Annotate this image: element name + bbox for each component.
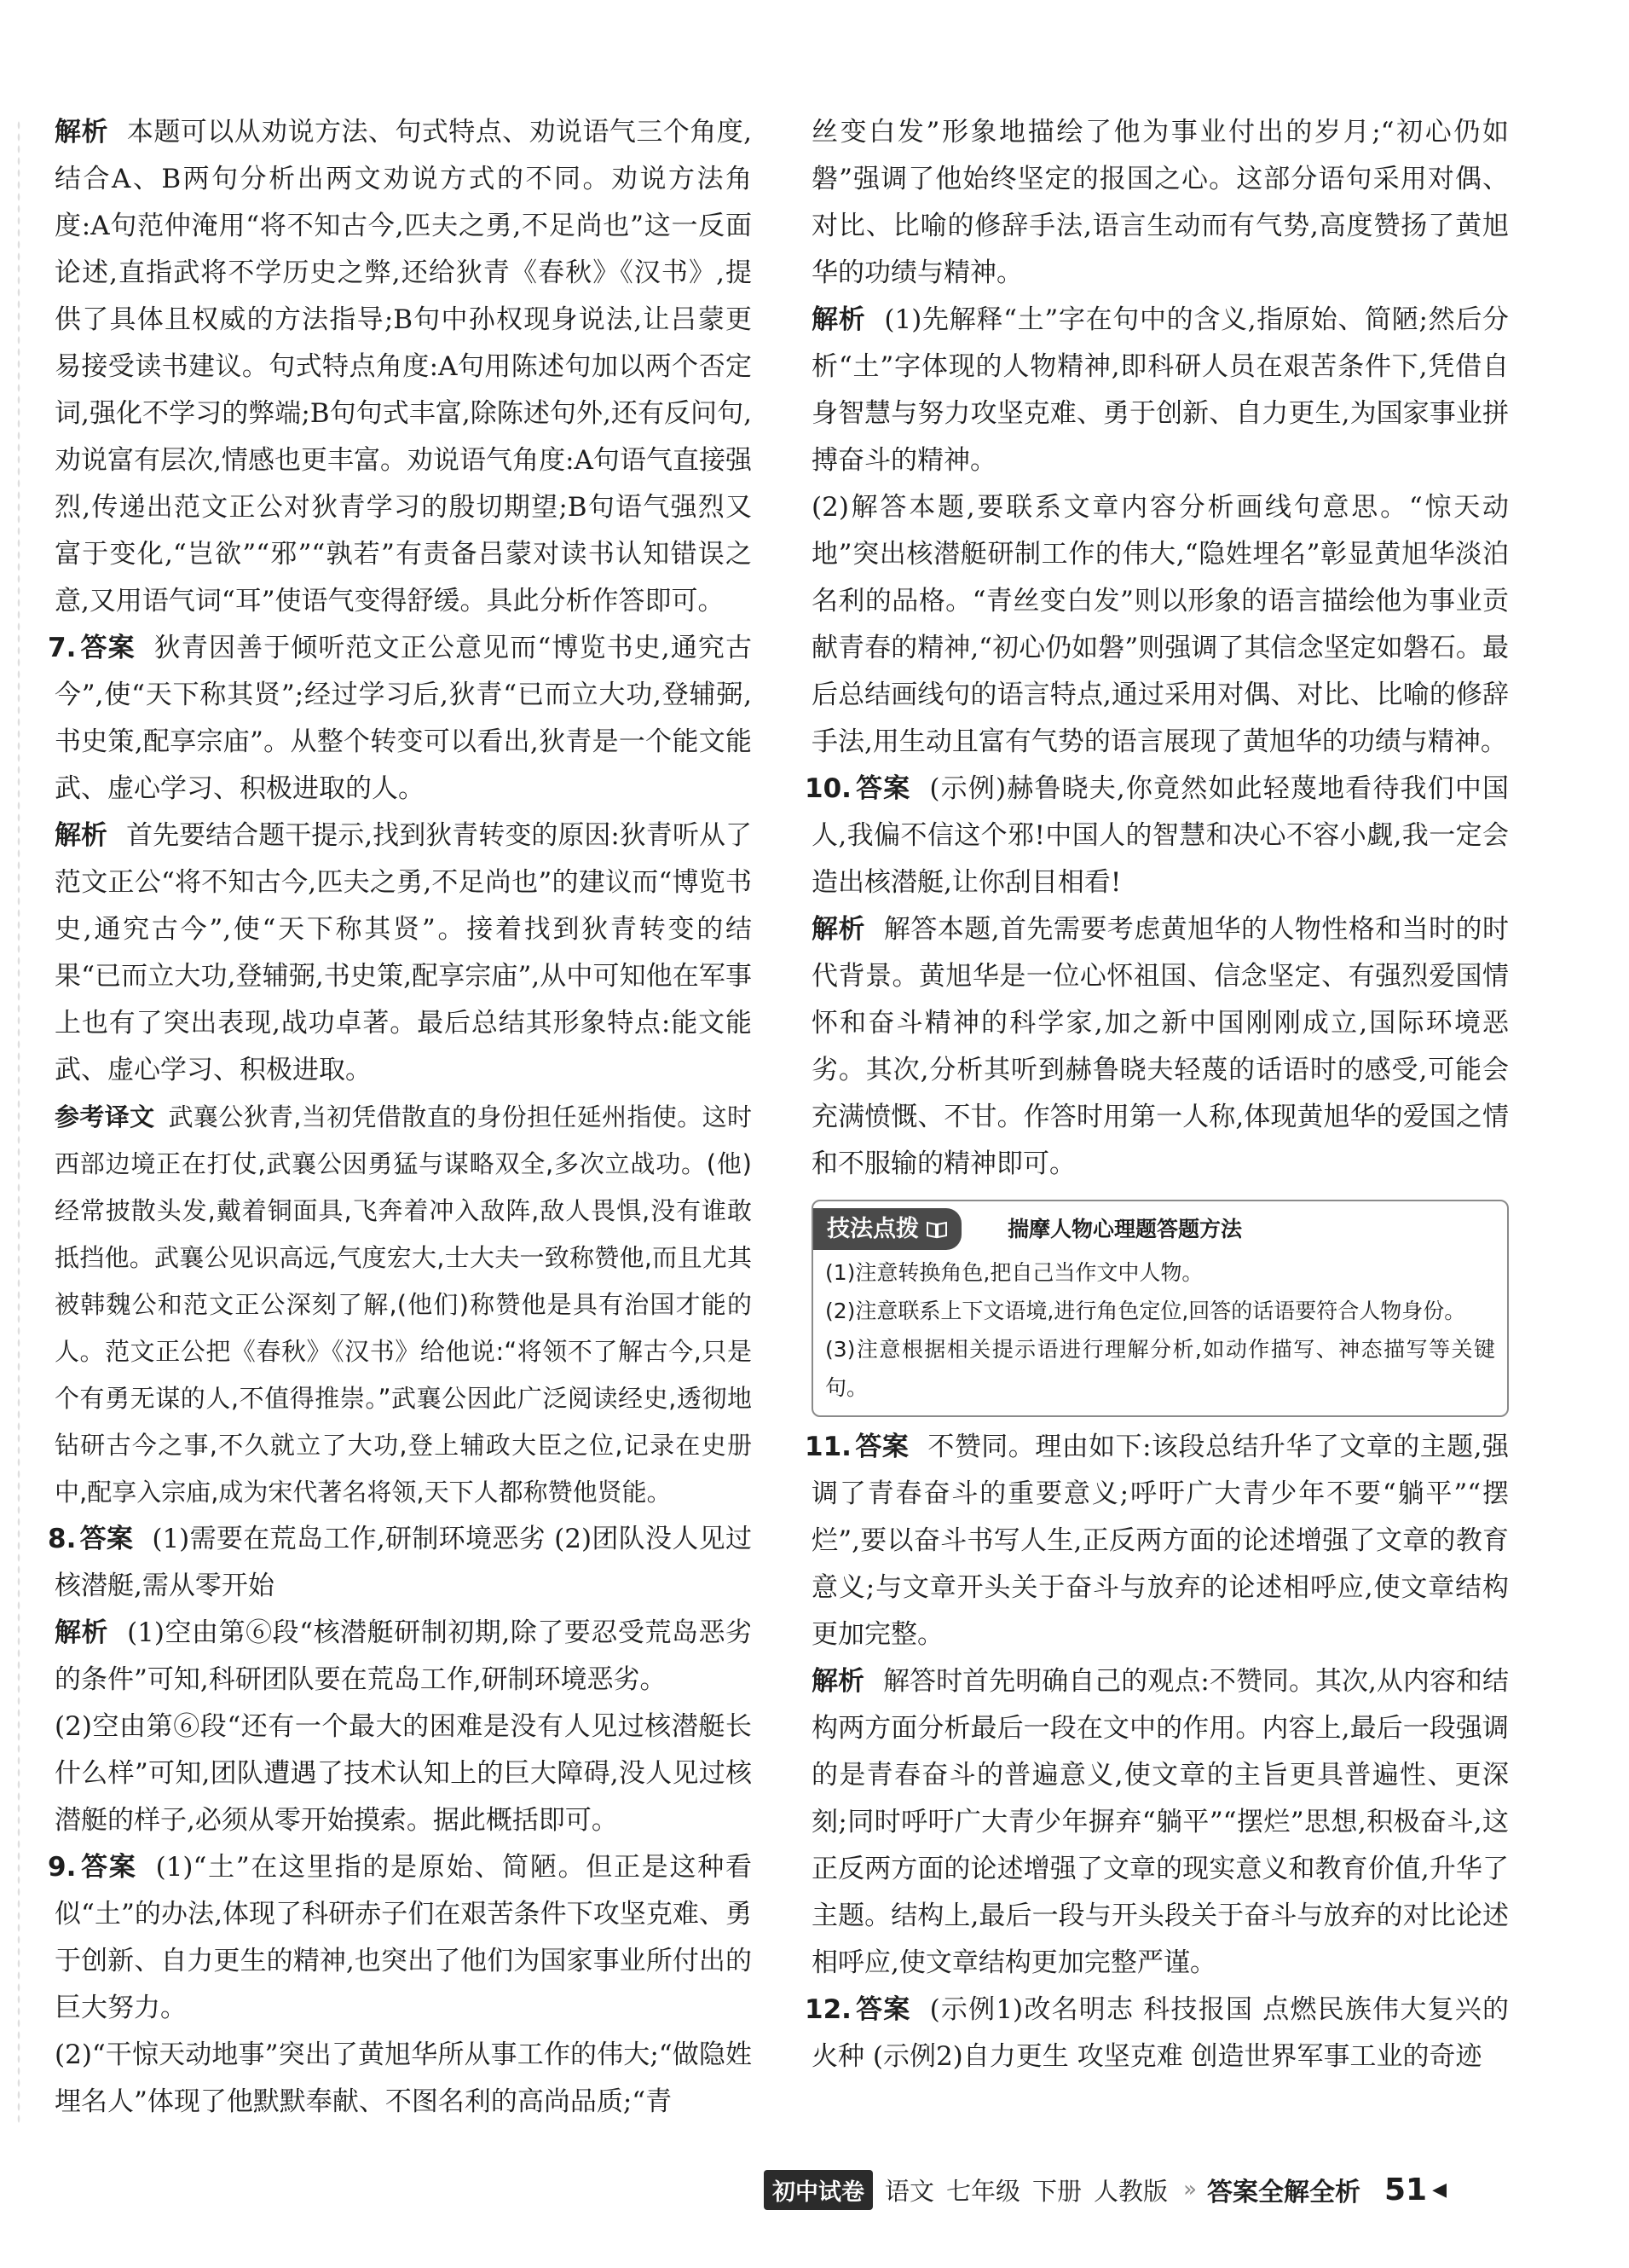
q9-answer-1: (1)“土”在这里指的是原始、简陋。但正是这种看似“土”的办法,体现了科研赤子们在艰苦条件下攻坚克难、勇于创新、自力更生的精神,也突出了他们为国家事业所付出的巨大努力。 <box>55 1852 753 2023</box>
q11-analysis <box>812 1658 1509 1987</box>
question-number: 9. 答案 <box>48 1852 137 1883</box>
q9-analysis-1: (1)先解释“土”字在句中的含义,指原始、简陋;然后分析“土”字体现的人物精神,即科研人员在艰苦条件下,凭借自身智慧与努力攻坚克难、勇于创新、自力更生,为国家事业拼搏奋斗的精神。 <box>812 304 1510 476</box>
q10-analysis <box>812 906 1509 1188</box>
question-number: 10. 答案 <box>805 773 911 804</box>
q10-answer <box>805 766 1509 906</box>
tip-item: (2)注意联系上下文语境,进行角色定位,回答的话语要符合人物身份。 <box>825 1299 1466 1323</box>
q11-answer-text: 不赞同。理由如下:该段总结升华了文章的主题,强调了青春奋斗的重要意义;呼吁广大青少年不要“躺平”“摆烂”,要以奋斗书写人生,正反两方面的论述增强了文章的教育意义;与文章开头关于奋斗与放弃的论述相呼应,使文章结构更加完整。 <box>812 1432 1510 1650</box>
translation-label: 参考译文 <box>55 1102 155 1131</box>
footer-edition: 人教版 <box>1094 2176 1169 2206</box>
double-chevron-icon: » <box>1183 2177 1192 2202</box>
q7-translation <box>55 1094 752 1516</box>
q8-analysis-1: (1)空由第⑥段“核潜艇研制初期,除了要忍受荒岛恶劣的条件”可知,科研团队要在荒岛工作,研制环境恶劣。 <box>55 1617 752 1695</box>
analysis-label: 解析 <box>55 117 108 148</box>
tip-box <box>812 1200 1509 1417</box>
q8-answer-text: (1)需要在荒岛工作,研制环境恶劣 (2)团队没人见过核潜艇,需从零开始 <box>55 1524 753 1601</box>
q7-answer-text: 狄青因善于倾听范文正公意见而“博览书史,通究古今”,使“天下称其贤”;经过学习后,狄青“已而立大功,登辅弼,书史策,配享宗庙”。从整个转变可以看出,狄青是一个能文能武、虚心学习、积极进取的人。 <box>55 633 753 804</box>
q8-answer <box>48 1516 753 1610</box>
question-number: 12. 答案 <box>805 1994 911 2025</box>
q7-analysis-text: 首先要结合题干提示,找到狄青转变的原因:狄青听从了范文正公“将不知古今,匹夫之勇,不足尚也”的建议而“博览书史,通究古今”,使“天下称其贤”。接着找到狄青转变的结果“已而立大功,登辅弼,书史策,配享宗庙”,从中可知他在军事上也有了突出表现,战功卓著。最后总结其形象特点:能文能武、虚心学习、积极进取。 <box>55 820 753 1085</box>
q10-answer-text: (示例)赫鲁晓夫,你竟然如此轻蔑地看待我们中国人,我偏不信这个邪!中国人的智慧和决心不容小觑,我一定会造出核潜艇,让你刮目相看! <box>812 773 1509 898</box>
triangle-left-icon: ◀ <box>1432 2178 1447 2201</box>
q9-analysis-2: (2)解答本题,要联系文章内容分析画线句意思。“惊天动地”突出核潜艇研制工作的伟大,“隐姓埋名”彰显黄旭华淡泊名利的品格。“青丝变白发”则以形象的语言描绘他为事业贡献青春的精神,“初心仍如磐”则强调了其信念坚定如磐石。最后总结画线句的语言特点,通过采用对偶、对比、比喻的修辞手法,用生动且富有气势的语言展现了黄旭华的功绩与精神。 <box>812 492 1509 757</box>
footer-term: 下册 <box>1032 2176 1083 2206</box>
left-column <box>48 109 753 2126</box>
tip-badge <box>813 1208 962 1250</box>
q12-answer-text: (示例1)改名明志 科技报国 点燃民族伟大复兴的火种 (示例2)自力更生 攻坚克难 创造世界军事工业的奇迹 <box>812 1994 1509 2072</box>
q11-answer <box>805 1424 1510 1658</box>
footer-grade: 七年级 <box>946 2176 1021 2206</box>
q7-analysis <box>55 813 752 1094</box>
analysis-label: 解析 <box>812 304 866 335</box>
analysis-label: 解析 <box>812 914 865 945</box>
q8-analysis-2: (2)空由第⑥段“还有一个最大的困难是没有人见过核潜艇长什么样”可知,团队遭遇了技术认知上的巨大障碍,没人见过核潜艇的样子,必须从零开始摸索。据此概括即可。 <box>55 1711 752 1836</box>
book-icon <box>926 1220 948 1239</box>
q9-answer <box>48 1844 753 2032</box>
analysis-label: 解析 <box>812 1666 865 1697</box>
binding-edge-dots <box>17 119 20 2123</box>
q11-analysis-text: 解答时首先明确自己的观点:不赞同。其次,从内容和结构两方面分析最后一段在文中的作用。内容上,最后一段强调的是青春奋斗的普遍意义,使文章的主旨更具普遍性、更深刻;同时呼吁广大青少年摒弃“躺平”“摆烂”思想,积极奋斗,这正反两方面的论述增强了文章的现实意义和教育价值,升华了主题。结构上,最后一段与开头段关于奋斗与放弃的对比论述相呼应,使文章结构更加完整严谨。 <box>812 1666 1510 1978</box>
tip-badge-label: 技法点拨 <box>827 1216 919 1242</box>
q6-analysis-text: 本题可以从劝说方法、句式特点、劝说语气三个角度,结合A、B两句分析出两文劝说方式的不同。劝说方法角度:A句范仲淹用“将不知古今,匹夫之勇,不足尚也”这一反面论述,直指武将不学历史之弊,还给狄青《春秋》《汉书》,提供了具体且权威的方法指导;B句中孙权现身说法,让吕蒙更易接受读书建议。句式特点角度:A句用陈述句加以两个否定词,强化不学习的弊端;B句句式丰富,除陈述句外,还有反问句,劝说富有层次,情感也更丰富。劝说语气角度:A句语气直接强烈,传递出范文正公对狄青学习的殷切期望;B句语气强烈又富于变化,“岂欲”“邪”“孰若”有责备吕蒙对读书认知错误之意,又用语气词“耳”使语气变得舒缓。具此分析作答即可。 <box>55 117 753 616</box>
analysis-label: 解析 <box>55 820 108 851</box>
tip-item: (1)注意转换角色,把自己当作文中人物。 <box>825 1260 1204 1285</box>
q7-answer <box>48 625 753 813</box>
q9-answer-2-end: 丝变白发”形象地描绘了他为事业付出的岁月;“初心仍如磐”强调了他始终坚定的报国之心。这部分语句采用对偶、对比、比喻的修辞手法,语言生动而有气势,高度赞扬了黄旭华的功绩与精神。 <box>812 117 1509 288</box>
q10-analysis-text: 解答本题,首先需要考虑黄旭华的人物性格和当时的时代背景。黄旭华是一位心怀祖国、信念坚定、有强烈爱国情怀和奋斗精神的科学家,加之新中国刚刚成立,国际环境恶劣。其次,分析其听到赫鲁晓夫轻蔑的话语时的感受,可能会充满愤慨、不甘。作答时用第一人称,体现黄旭华的爱国之情和不服输的精神即可。 <box>812 914 1510 1179</box>
q12-answer <box>805 1987 1509 2080</box>
footer-subject: 语文 <box>885 2176 935 2206</box>
page-number: 51 <box>1383 2172 1428 2207</box>
question-number: 7. 答案 <box>48 633 136 663</box>
q7-translation-text: 武襄公狄青,当初凭借散直的身份担任延州指使。这时西部边境正在打仗,武襄公因勇猛与谋略双全,多次立战功。(他)经常披散头发,戴着铜面具,飞奔着冲入敌阵,敌人畏惧,没有谁敢抵挡他。武襄公见识高远,气度宏大,士大夫一致称赞他,而且尤其被韩魏公和范文正公深刻了解,(他们)称赞他是具有治国才能的人。范文正公把《春秋》《汉书》给他说:“将领不了解古今,只是个有勇无谋的人,不值得推崇。”武襄公因此广泛阅读经史,透彻地钻研古今之事,不久就立了大功,登上辅政大臣之位,记录在史册中,配享入宗庙,成为宋代著名将领,天下人都称赞他贤能。 <box>55 1102 752 1507</box>
analysis-label: 解析 <box>55 1617 109 1648</box>
tip-item: (3)注意根据相关提示语进行理解分析,如动作描写、神态描写等关键句。 <box>825 1337 1495 1400</box>
tip-title: 揣摩人物心理题答题方法 <box>1008 1217 1243 1241</box>
series-badge: 初中试卷 <box>764 2170 873 2210</box>
question-number: 11. 答案 <box>805 1432 910 1462</box>
q9-analysis <box>812 297 1509 484</box>
tip-header <box>813 1208 1495 1250</box>
q9-answer-2-start: (2)“干惊天动地事”突出了黄旭华所从事工作的伟大;“做隐姓埋名人”体现了他默默奉献、不图名利的高尚品质;“青 <box>55 2039 752 2117</box>
q8-analysis <box>55 1610 752 1704</box>
right-column <box>805 109 1510 2080</box>
footer-section: 答案全解全析 <box>1206 2178 1360 2207</box>
q6-analysis <box>55 109 752 625</box>
page-footer <box>764 2167 1514 2212</box>
question-number: 8. 答案 <box>48 1524 134 1554</box>
